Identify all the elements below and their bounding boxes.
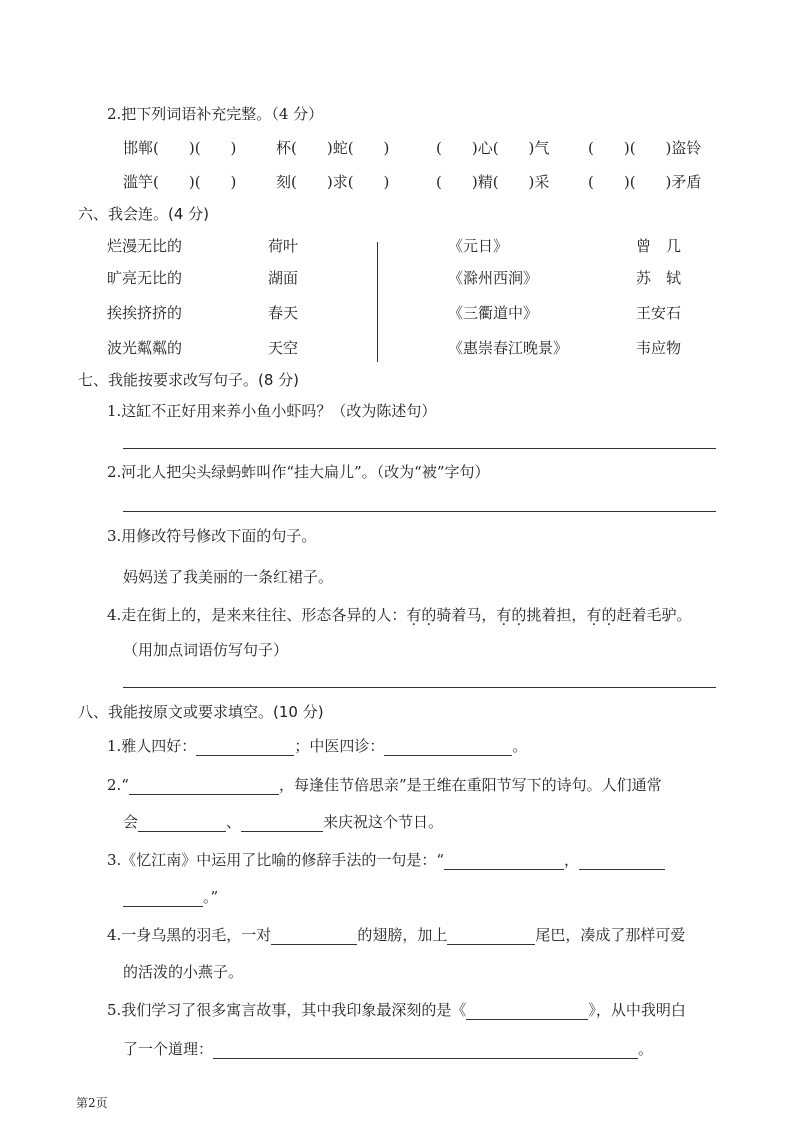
s8-q3 <box>107 850 665 870</box>
match-right-b: 苏 轼 <box>636 269 682 287</box>
match-right-a: 《元日》 <box>448 237 509 255</box>
match-left-a: 旷亮无比的 <box>107 269 183 287</box>
fill-blank[interactable] <box>579 853 665 870</box>
fill-blank[interactable] <box>213 1042 638 1059</box>
idiom-cell: 杯( )蛇( ) <box>276 139 390 157</box>
s8-q5-line2 <box>123 1039 653 1059</box>
s7-q1: 1.这缸不正好用来养小鱼小虾吗？（改为陈述句） <box>107 402 437 420</box>
idiom-cell: 邯郸( )( ) <box>123 139 237 157</box>
s8-q2-text: 来庆祝这个节日。 <box>323 813 444 831</box>
s7-q4 <box>107 605 691 625</box>
match-left-b: 春天 <box>268 304 299 322</box>
s8-q5 <box>107 1000 686 1020</box>
dotted-char: 的 <box>511 606 527 624</box>
fill-blank[interactable] <box>138 815 226 832</box>
match-right-a: 《惠崇春江晚景》 <box>448 339 569 357</box>
s8-q1-text: ；中医四诊： <box>294 737 385 755</box>
idiom-cell: 刻( )求( ) <box>276 173 390 191</box>
answer-line[interactable] <box>123 511 716 512</box>
fill-blank[interactable] <box>123 890 203 907</box>
page-number: 第2页 <box>76 1096 108 1110</box>
answer-line[interactable] <box>123 448 716 449</box>
idiom-cell: ( )( )矛盾 <box>588 173 702 191</box>
s8-q4-text: 4.一身乌黑的羽毛，一对 <box>107 926 272 944</box>
s8-q3-text: ， <box>563 851 579 869</box>
s8-q3-line2 <box>123 887 218 907</box>
s8-q4 <box>107 925 685 945</box>
s8-q1-text: 1.雅人四好： <box>107 737 197 755</box>
match-right-a: 《三衢道中》 <box>448 304 539 322</box>
dotted-char: 有 <box>406 606 422 624</box>
s8-q2-text: 2.“ <box>107 776 129 794</box>
match-left-b: 湖面 <box>268 269 299 287</box>
s7-q4-text: 赶着毛驴。 <box>616 606 692 624</box>
match-left-a: 挨挨挤挤的 <box>107 304 183 322</box>
match-right-b: 王安石 <box>636 304 682 322</box>
section-8-title: 八、我能按原文或要求填空。(10 分) <box>78 703 324 721</box>
match-left-b: 荷叶 <box>268 237 299 255</box>
match-right-b: 曾 几 <box>636 237 682 255</box>
s7-q4-note: （用加点词语仿写句子） <box>123 641 289 659</box>
fill-blank[interactable] <box>196 739 294 756</box>
fill-blank[interactable] <box>241 815 323 832</box>
s8-q5-text: 5.我们学习了很多寓言故事，其中我印象最深刻的是《 <box>107 1001 467 1019</box>
section-7-title: 七、我能按要求改写句子。(8 分) <box>78 371 300 389</box>
idiom-cell: ( )心( )气 <box>436 139 550 157</box>
match-left-a: 波光粼粼的 <box>107 339 183 357</box>
s8-q3-text: 3.《忆江南》中运用了比喻的修辞手法的一句是：“ <box>107 851 444 869</box>
idiom-cell: ( )( )盗铃 <box>588 139 702 157</box>
section-6-title: 六、我会连。(4 分) <box>78 205 210 223</box>
dotted-char: 的 <box>421 606 437 624</box>
s7-q3-sentence: 妈妈送了我美丽的一条红裙子。 <box>123 568 334 586</box>
fill-blank[interactable] <box>271 928 357 945</box>
match-left-b: 天空 <box>268 339 299 357</box>
fill-blank[interactable] <box>444 853 564 870</box>
match-right-a: 《滁州西涧》 <box>448 269 539 287</box>
s7-q3: 3.用修改符号修改下面的句子。 <box>107 527 317 545</box>
s8-q2-text: ，每逢佳节倍思亲”是王维在重阳节写下的诗句。人们通常 <box>278 776 662 794</box>
idiom-cell: 滥竽( )( ) <box>123 173 237 191</box>
s8-q4-line2: 的活泼的小燕子。 <box>123 963 244 981</box>
s8-q4-text: 尾巴，凑成了那样可爱 <box>535 926 686 944</box>
match-left-a: 烂漫无比的 <box>107 237 183 255</box>
s8-q4-text: 的翅膀，加上 <box>357 926 448 944</box>
s8-q1-text: 。 <box>512 737 528 755</box>
s7-q4-text: 挑着担， <box>526 606 587 624</box>
fill-blank[interactable] <box>384 739 512 756</box>
s8-q3-text: 。” <box>203 888 219 906</box>
s8-q2-line2 <box>123 812 443 832</box>
dotted-char: 有 <box>586 606 602 624</box>
s8-q2-text: 、 <box>226 813 242 831</box>
s8-q5-text: 。 <box>638 1040 654 1058</box>
s7-q4-pre: 4.走在街上的，是来来往往、形态各异的人： <box>107 606 407 624</box>
fill-blank[interactable] <box>129 778 279 795</box>
s8-q1 <box>107 736 527 756</box>
s7-q4-text: 骑着马， <box>436 606 497 624</box>
s7-q2: 2.河北人把尖头绿蚂蚱叫作“挂大扁儿”。（改为“被”字句） <box>107 463 490 481</box>
fill-blank[interactable] <box>466 1003 588 1020</box>
divider-line <box>377 242 378 362</box>
idiom-cell: ( )精( )采 <box>436 173 550 191</box>
s8-q5-text: 》，从中我明白 <box>588 1001 686 1019</box>
s8-q5-text: 了一个道理： <box>123 1040 214 1058</box>
dotted-char: 的 <box>601 606 617 624</box>
q2-title: 2.把下列词语补充完整。（4 分） <box>107 105 324 123</box>
dotted-char: 有 <box>496 606 512 624</box>
s8-q2 <box>107 775 662 795</box>
match-right-b: 韦应物 <box>636 339 682 357</box>
s8-q2-text: 会 <box>123 813 139 831</box>
fill-blank[interactable] <box>447 928 535 945</box>
answer-line[interactable] <box>123 687 716 688</box>
